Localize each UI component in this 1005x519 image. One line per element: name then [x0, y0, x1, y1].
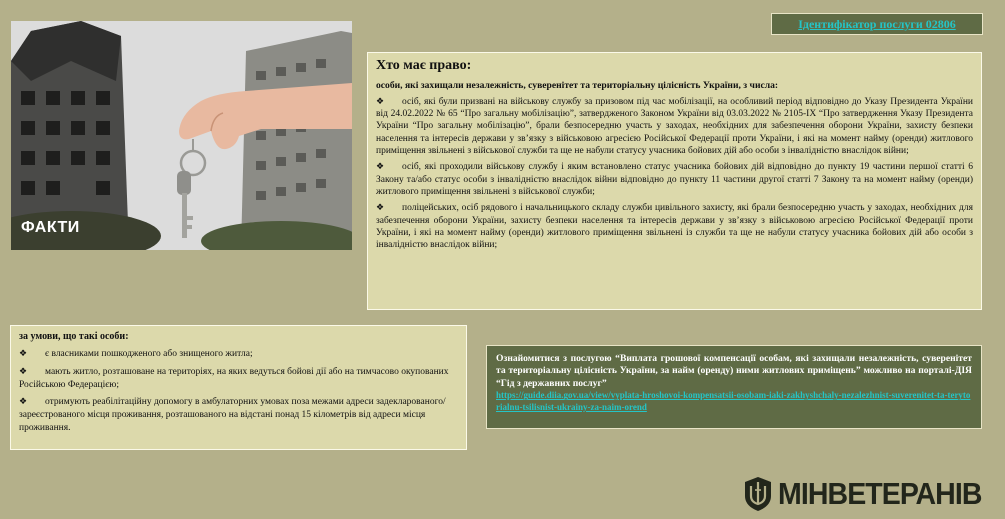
diamond-bullet-icon: ❖	[19, 396, 28, 407]
eligibility-item: ❖ осіб, які були призвані на військову службу за призовом під час мобілізації, на особливий період відповідно до Указу Президента України від 24.02.2022 № 65 “Про загальну мобілізацію”, затвердженого Законом України від 03.03.2022 № 2105-IX “Про затвердження Указу Президента України “Про загальну мобілізацію”, брали безпосередню участь у заходах, необхідних для забезпечення оборони України, захисту безпеки населення та інтересів держави у зв’язку з військовою агресією Російської Федерації проти України, і які на момент найму (оренди) житлового приміщення звільнені з військової служби та ще не набули статусу учасника бойових дій або особи з інвалідністю внаслідок війни;	[376, 95, 973, 156]
diia-guide-link[interactable]: https://guide.diia.gov.ua/view/vyplata-hroshovoi-kompensatsii-osobam-iaki-zakhyshchaly-nezalezhnist-suverenitet-ta-terytorialnu-tsilisnist-ukrainy-za-naim-orend	[496, 390, 971, 412]
service-id-badge	[771, 13, 983, 35]
photo-illustration	[11, 21, 352, 250]
diamond-bullet-icon: ❖	[19, 348, 28, 358]
diamond-bullet-icon: ❖	[376, 161, 385, 172]
trident-emblem-icon	[742, 476, 774, 512]
conditions-panel	[10, 325, 467, 450]
eligibility-title: Хто має право:	[376, 58, 472, 73]
key-handover-photo	[11, 21, 352, 250]
conditions-title: за умови, що такі особи:	[19, 331, 129, 342]
eligibility-subtitle: особи, які захищали незалежність, суверенітет та територіальну цілісність України, з числа:	[376, 80, 779, 91]
diamond-bullet-icon: ❖	[376, 202, 385, 213]
logo-text: МІНВЕТЕРАНІВ	[778, 476, 982, 511]
condition-item: ❖ мають житло, розташоване на територіях, на яких ведуться бойові дії або на тимчасово окупованих Російською Федерацією;	[19, 365, 449, 390]
photo-watermark: ФАКТИ	[21, 219, 80, 236]
minveteraniv-logo	[742, 474, 999, 514]
eligibility-panel	[367, 52, 982, 310]
service-info-panel	[486, 345, 982, 429]
eligibility-item: ❖ поліцейських, осіб рядового і начальницького складу служби цивільного захисту, які брали безпосередню участь у заходах, необхідних для забезпечення оборони України, захисту безпеки населення та інтересів держави у зв’язку з військовою агресією Російської Федерації проти України, і які на момент найму (оренди) житлового приміщення звільнені із служби та ще не набули статусу учасника бойових дій або особи з інвалідністю внаслідок війни;	[376, 202, 973, 251]
service-info-text: Ознайомитися з послугою “Виплата грошової компенсації особам, які захищали незалежність, суверенітет та територіальну цілісність України, за найм (оренду) ними житлових приміщень” можливо на порталі-ДІЯ “Гід з державних послуг”	[496, 353, 972, 389]
diamond-bullet-icon: ❖	[19, 365, 28, 376]
condition-item: ❖ є власниками пошкодженого або знищеного житла;	[19, 348, 253, 359]
condition-item: ❖ отримують реабілітаційну допомогу в амбулаторних умовах поза межами адреси задекларованого/зареєстрованого місця проживання, розташованого на відстані понад 15 кілометрів від адреси місця проживання.	[19, 396, 446, 434]
eligibility-item: ❖ осіб, які проходили військову службу і яким встановлено статус учасника бойових дій відповідно до пункту 19 частини першої статті 6 Закону та/або статус особи з інвалідністю внаслідок війни відповідно до пункту 11 частини другої статті 7 Закону та на момент найму (оренди) житлового приміщення звільнені з військової служби;	[376, 161, 973, 197]
diamond-bullet-icon: ❖	[376, 95, 385, 106]
service-id-link[interactable]: Ідентифікатор послуги 02806	[798, 16, 956, 31]
